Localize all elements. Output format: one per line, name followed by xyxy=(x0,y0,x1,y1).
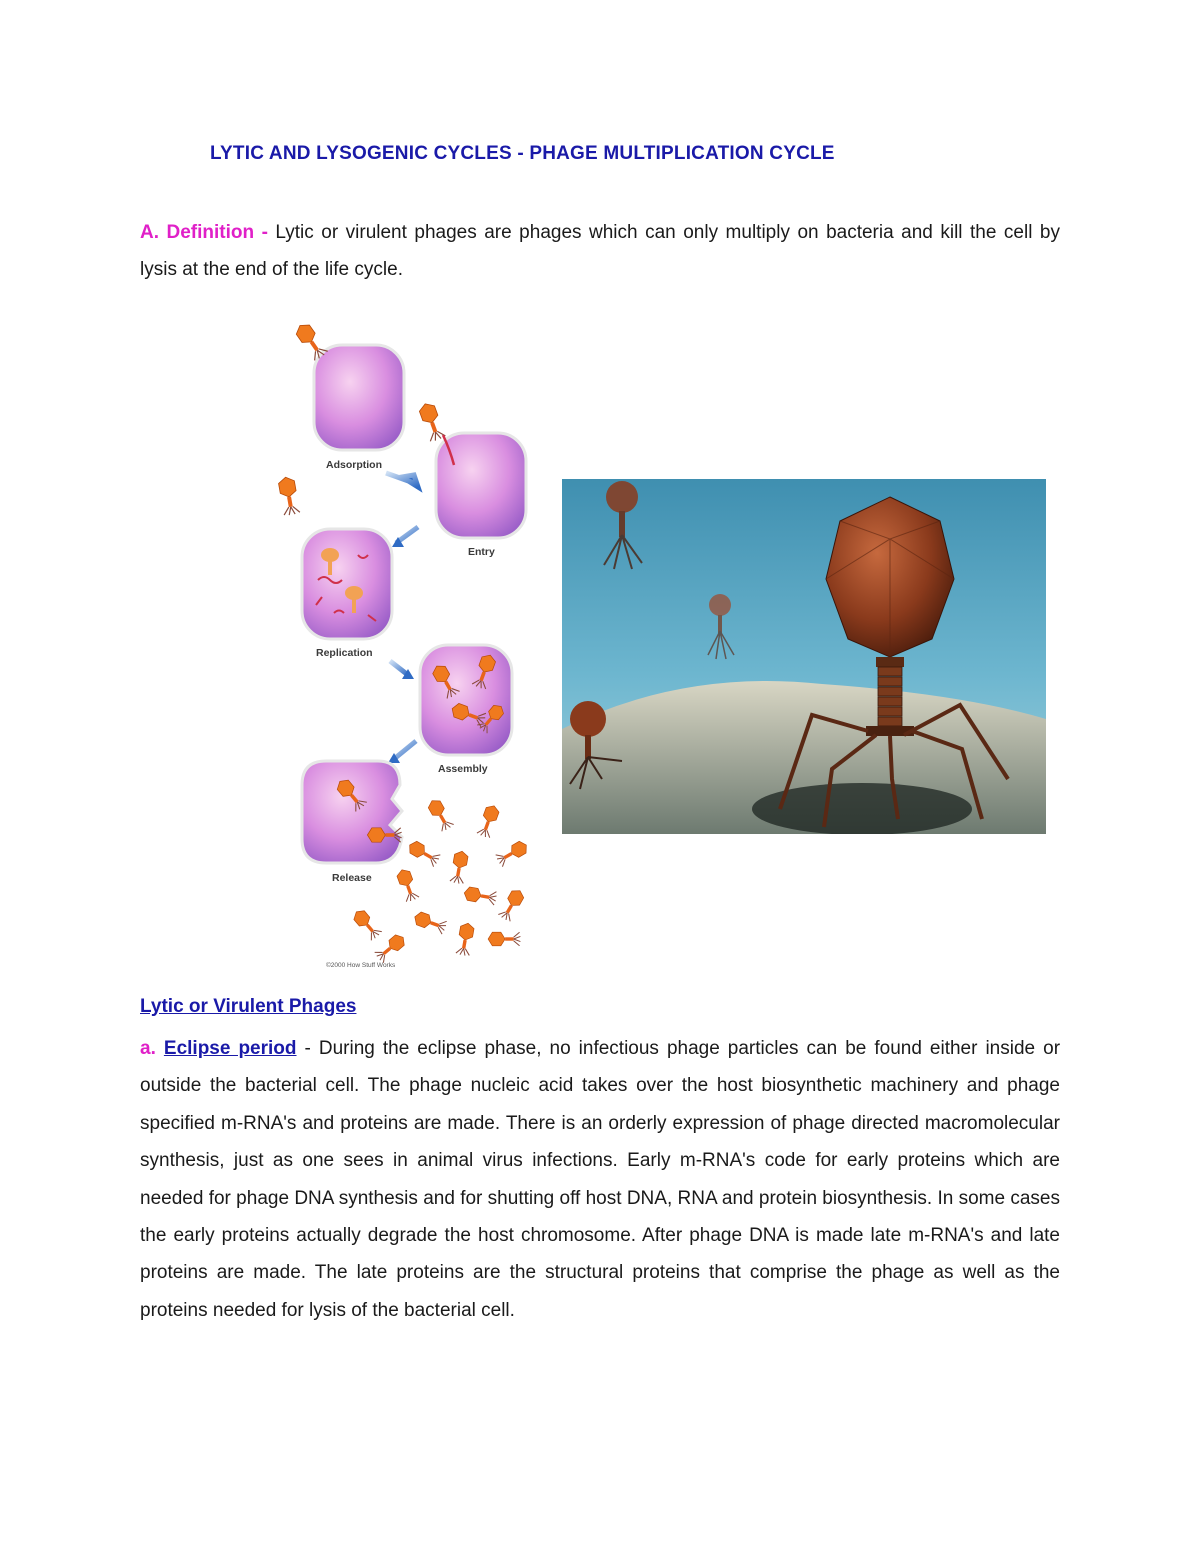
item-letter: a. xyxy=(140,1038,156,1059)
definition-text: Lytic or virulent phages are phages which can only multiply on bacteria and kill the cell by lysis at the end of the life cycle. xyxy=(140,222,1060,280)
eclipse-text: - During the eclipse phase, no infectious phage particles can be found either inside or outside the bacterial cell. The phage nucleic acid takes over the host biosynthetic machinery and phage specified m-RNA's and proteins are made. There is an orderly expression of phage directed macromolecular synthesis, just as one sees in animal virus infections. Early m-RNA's code for early proteins which are needed for phage DNA synthesis and for shutting off host DNA, RNA and protein biosynthesis. In some cases the early proteins actually degrade the host chromosome. After phage DNA is made late m-RNA's and late proteins are made. The late proteins are the structural proteins that comprise the phage as well as the proteins needed for lysis of the bacterial cell. xyxy=(140,1038,1061,1321)
definition-label: A. Definition - xyxy=(140,222,268,243)
eclipse-paragraph xyxy=(140,1030,1060,1329)
arrow-3 xyxy=(390,661,408,675)
bacteriophage-render-image xyxy=(562,479,1046,834)
stage-label-release: Release xyxy=(332,872,372,884)
diagram-copyright: ©2000 How Stuff Works xyxy=(326,962,396,969)
stage-label-assembly: Assembly xyxy=(438,763,488,775)
release-cell xyxy=(302,761,402,863)
assembly-cell xyxy=(420,645,512,755)
definition-paragraph xyxy=(140,214,1060,288)
arrow-4 xyxy=(394,741,416,759)
section-heading: Lytic or Virulent Phages xyxy=(140,996,357,1017)
lytic-cycle-diagram xyxy=(268,315,550,970)
stage-label-adsorption: Adsorption xyxy=(326,459,382,471)
replication-cell xyxy=(302,529,392,639)
arrow-1 xyxy=(386,473,418,487)
adsorption-cell xyxy=(314,345,404,450)
stage-label-replication: Replication xyxy=(316,647,373,659)
page-title: LYTIC AND LYSOGENIC CYCLES - PHAGE MULTIPLICATION CYCLE xyxy=(210,143,835,164)
eclipse-period-title: Eclipse period xyxy=(163,1038,297,1059)
stage-label-entry: Entry xyxy=(468,546,495,558)
